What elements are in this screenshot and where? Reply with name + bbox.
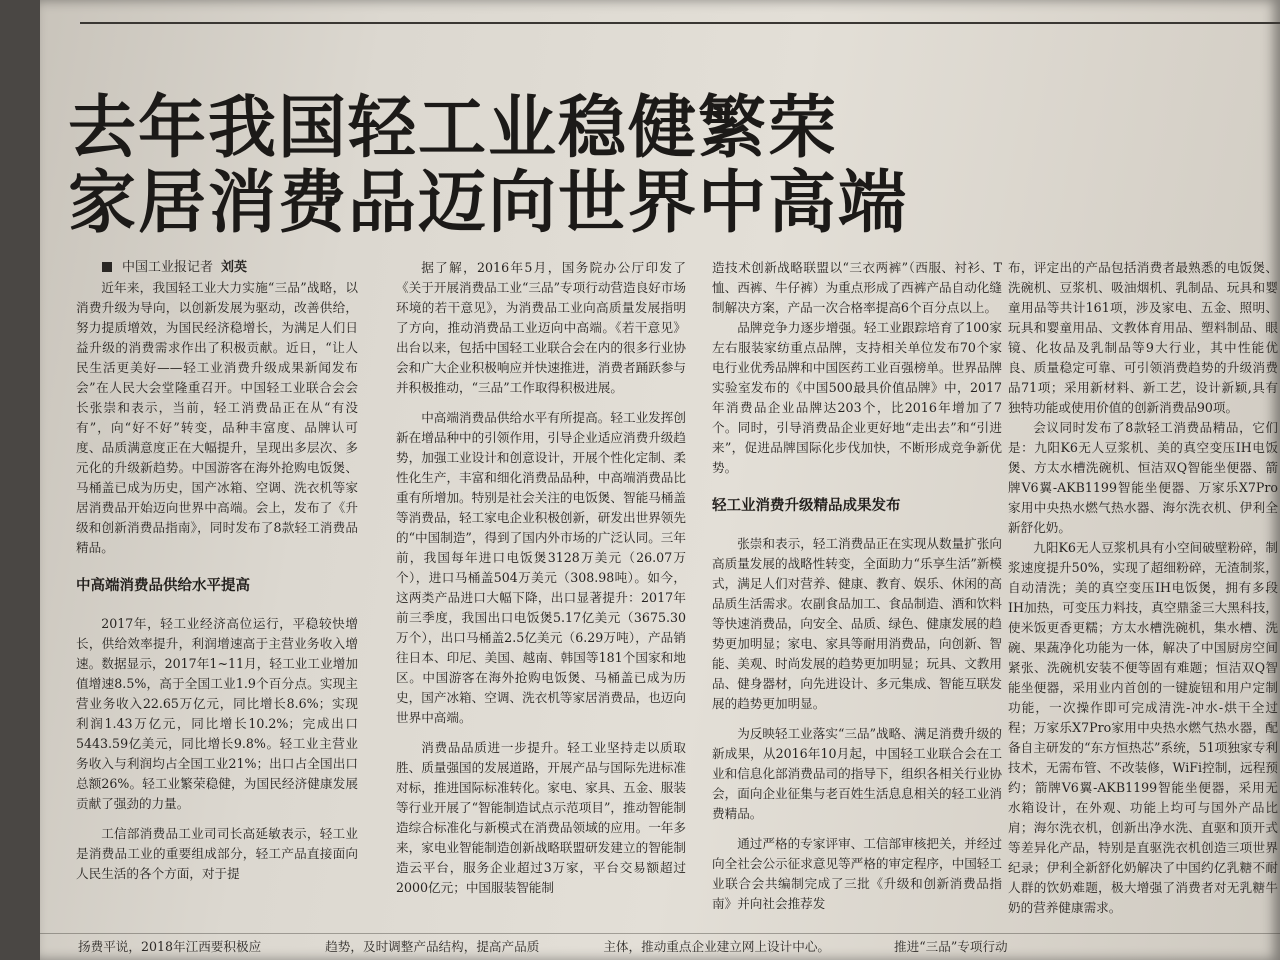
paragraph: 九阳K6无人豆浆机具有小空间破壁粉碎，制浆速度提升50%，实现了超细粉碎，无渣制浆，自动清洗；美的真空变压IH电饭煲，拥有多段IH加热，可变压力料技，真空鼎釜三大黑科技，使米饭更香更糯；方太水槽洗碗机，集水槽、洗碗、果蔬净化功能为一体，解决了中国厨房空间紧张、洗碗机安装不便等固有难题；恒洁双Q智能坐便器，采用业内首创的一键旋钮和用户定制功能，一次操作即可完成清洗-冲水-烘干全过程；万家乐X7Pro家用中央热水燃气热水器，配备自主研发的“东方恒热芯”系统，51项独家专利技术，无需布管、不改装修，WiFi控制，远程预约；箭牌V6翼-AKB1199智能坐便器，采用无水箱设计，在外观、功能上均可与国外产品比肩；海尔洗衣机，创新出净水洗、直驱和顶开式等差异化产品，特别是直驱洗衣机创造三项世界纪录；伊利全新舒化奶解决了中国约亿乳糖不耐人群的饮奶难题，极大增强了消费者对无乳糖牛奶的营养健康需求。 — [1008, 540, 1278, 915]
paragraph: 造技术创新战略联盟以“三衣两裤”（西服、衬衫、T恤、西裤、牛仔裤）为重点形成了西裤产品自动化缝制解决方案，产品一次合格率提高6个百分点以上。 — [712, 260, 1002, 315]
newspaper-page — [40, 0, 1280, 960]
byline-source: 中国工业报记者 — [122, 260, 214, 275]
byline-author: 刘英 — [221, 260, 248, 275]
article-column-3 — [712, 258, 1002, 948]
paragraph: 2017年，轻工业经济高位运行，平稳较快增长，供给效率提升，利润增速高于主营业务收入增速。数据显示，2017年1~11月，轻工业工业增加值增速8.5%，高于全国工业1.9个百分点。实现主营业务收入22.65万亿元，同比增长8.6%；实现利润1.43万亿元，同比增长10.2%；完成出口5443.59亿美元，同比增长9.8%。轻工业主营业务收入与利润均占全国工业21%；出口占全国出口总额26%。轻工业繁荣稳健，为国民经济健康发展贡献了强劲的力量。 — [76, 616, 358, 811]
next-article-strip — [40, 933, 1280, 960]
byline-square-icon — [102, 262, 112, 272]
article-column-1 — [76, 258, 358, 948]
strip-text: 主体，推动重点企业建立网上设计中心。 — [603, 939, 830, 954]
paragraph: 近年来，我国轻工业大力实施“三品”战略，以消费升级为导向，以创新发展为驱动，改善供给，努力提质增效，为国民经济稳增长，为满足人们日益升级的消费需求作出了积极贡献。近日，“让人民生活更美好——轻工业消费升级成果新闻发布会”在人民大会堂隆重召开。中国轻工业联合会会长张崇和表示，当前，轻工消费品正在从“有没有”，向“好不好”转变，品种丰富度、品牌认可度、品质满意度正在大幅提升，呈现出多层次、多元化的升级新趋势。中国游客在海外抢购电饭煲、马桶盖已成为历史，国产冰箱、空调、洗衣机等家居消费品开始迈向世界中高端。会上，发布了《升级和创新消费品指南》，同时发布了8款轻工消费品精品。 — [76, 280, 358, 555]
headline-line-1: 去年我国轻工业稳健繁荣 — [68, 89, 839, 168]
paragraph: 工信部消费品工业司司长高延敏表示，轻工业是消费品工业的重要组成部分，轻工产品直接面向人民生活的各个方面，对于提 — [76, 826, 358, 881]
paragraph: 为反映轻工业落实“三品”战略、满足消费升级的新成果，从2016年10月起，中国轻工业联合会在工业和信息化部消费品司的指导下，组织各相关行业协会，面向企业征集与老百姓生活息息相关的轻工业消费精品。 — [712, 726, 1002, 821]
paragraph: 布，评定出的产品包括消费者最熟悉的电饭煲、洗碗机、豆浆机、吸油烟机、乳制品、玩具和婴童用品等共计161项，涉及家电、五金、照明、玩具和婴童用品、文教体育用品、塑料制品、眼镜、化妆品及乳制品等9大行业，其中性能优良、质量稳定可靠、可引领消费趋势的升级消费品71项；采用新材料、新工艺，设计新颖,具有独特功能或使用价值的创新消费品90项。 — [1008, 260, 1278, 415]
paragraph: 中高端消费品供给水平有所提高。轻工业发挥创新在增品种中的引领作用，引导企业适应消费升级趋势，加强工业设计和创意设计，开展个性化定制、柔性化生产，丰富和细化消费品品种，中高端消费品比重有所增加。特别是社会关注的电饭煲、智能马桶盖等消费品，轻工家电企业积极创新，研发出世界领先的“中国制造”，得到了国内外市场的广泛认同。三年前，我国每年进口电饭煲3128万美元（26.07万个），进口马桶盖504万美元（308.98吨）。如今，这两类产品进口大幅下降，出口显著提升：2017年前三季度，我国出口电饭煲5.17亿美元（3675.30万个），出口马桶盖2.5亿美元（6.29万吨），产品销往日本、印尼、美国、越南、韩国等181个国家和地区。中国游客在海外抢购电饭煲、马桶盖已成为历史，国产冰箱、空调、洗衣机等家居消费品，也迈向世界中高端。 — [396, 410, 686, 725]
byline — [76, 258, 358, 278]
paragraph: 品牌竞争力逐步增强。轻工业跟踪培育了100家左右服装家纺重点品牌，支持相关单位发布70个家电行业优秀品牌和中国医药工业百强榜单。世界品牌实验室发布的《中国500最具价值品牌》中，2017年消费品企业品牌达203个，比2016年增加了7个。同时，引导消费品企业更好地“走出去”和“引进来”，促进品牌国际化步伐加快，不断形成竞争新优势。 — [712, 320, 1002, 475]
strip-text: 趋势，及时调整产品结构，提高产品质 — [325, 939, 540, 954]
headline-line-2: 家居消费品迈向世界中高端 — [68, 164, 909, 243]
top-rule — [80, 22, 1280, 24]
paragraph: 张崇和表示，轻工消费品正在实现从数量扩张向高质量发展的战略性转变，全面助力“乐享生活”新模式，满足人们对营养、健康、教育、娱乐、休闲的高品质生活需求。农副食品加工、食品制造、酒和饮料等快速消费品，向安全、品质、绿色、健康发展的趋势更加明显；家电、家具等耐用消费品，向创新、智能、美观、时尚发展的趋势更加明显；玩具、文教用品、健身器材，向先进设计、多元集成、智能互联发展的趋势更加明显。 — [712, 536, 1002, 711]
paragraph: 通过严格的专家评审、工信部审核把关，并经过向全社会公示征求意见等严格的审定程序，中国轻工业联合会共编制完成了三批《升级和创新消费品指南》并向社会推荐发 — [712, 836, 1002, 911]
subheading: 轻工业消费升级精品成果发布 — [712, 498, 901, 514]
paragraph: 据了解，2016年5月，国务院办公厅印发了《关于开展消费品工业“三品”专项行动营造良好市场环境的若干意见》，为消费品工业向高质量发展指明了方向，推动消费品工业迈向中高端。《若干意见》出台以来，包括中国轻工业联合会在内的很多行业协会和广大企业积极响应并快速推进，消费者踊跃参与并积极推动，“三品”工作取得积极进展。 — [396, 260, 686, 395]
strip-text: 推进“三品”专项行动 — [894, 939, 1008, 954]
strip-text: 扬费平说，2018年江西要积极应 — [78, 939, 262, 954]
paragraph: 消费品品质进一步提升。轻工业坚持走以质取胜、质量强国的发展道路，开展产品与国际先进标准对标，推进国际标准转化。家电、家具、五金、服装等行业开展了“智能制造试点示范项目”，推动智能制造综合标准化与新模式在消费品领域的应用。一年多来，家电业智能制造创新战略联盟研发建立的智能制造云平台，服务企业超过3万家，平台交易额超过2000亿元；中国服装智能制 — [396, 740, 686, 895]
article-column-4 — [1008, 258, 1278, 948]
subheading: 中高端消费品供给水平提高 — [76, 578, 250, 594]
article-column-2 — [396, 258, 686, 948]
paragraph: 会议同时发布了8款轻工消费品精品，它们是：九阳K6无人豆浆机、美的真空变压IH电饭煲、方太水槽洗碗机、恒洁双Q智能坐便器、箭牌V6翼-AKB1199智能坐便器、万家乐X7Pro家用中央热水燃气热水器、海尔洗衣机、伊利全新舒化奶。 — [1008, 420, 1278, 535]
